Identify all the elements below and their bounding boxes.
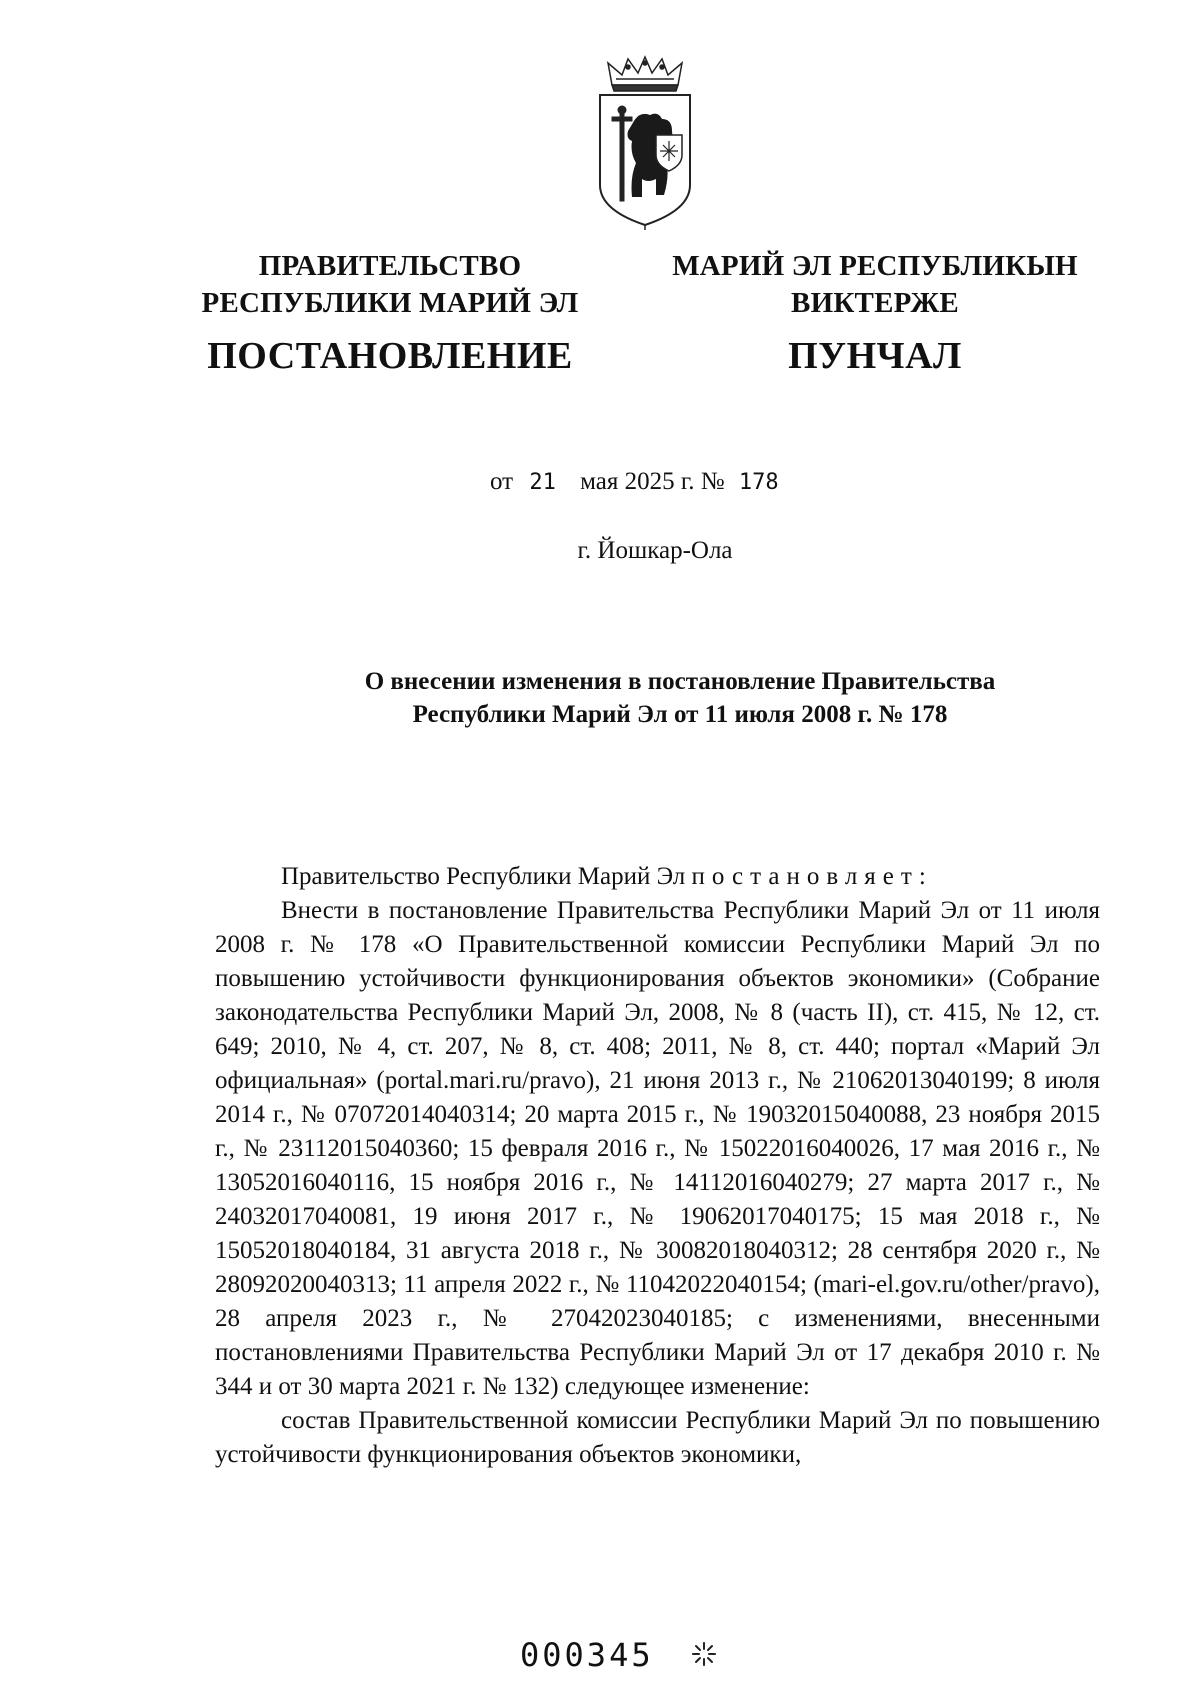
date-month-year: мая 2025 г. №: [580, 468, 725, 495]
coat-of-arms-icon: [590, 55, 700, 230]
date-prefix: от: [490, 468, 514, 495]
header-right: [655, 248, 1095, 378]
title-line1: О внесении изменения в постановление Правительства: [364, 668, 996, 695]
paragraph-2: состав Правительственной комиссии Республики Марий Эл по повышению устойчивости функционирования объектов экономики,: [215, 1407, 1100, 1468]
document-number: 178: [738, 470, 779, 495]
title-line2: Республики Марий Эл от 11 июля 2008 г. № 178: [412, 701, 948, 728]
document-body: [215, 860, 1100, 1472]
header-right-line1: МАРИЙ ЭЛ РЕСПУБЛИКЫН: [672, 250, 1078, 282]
doc-type-russian: ПОСТАНОВЛЕНИЕ: [207, 335, 573, 377]
intro-verb: постановляет:: [691, 863, 933, 890]
serial-number: 000345: [520, 1636, 654, 1674]
city: г. Йошкар-Ола: [577, 537, 733, 564]
asterisk-mark-icon: [690, 1640, 718, 1668]
paragraph-1: Внести в постановление Правительства Республики Марий Эл от 11 июля 2008 г. № 178 «О Правительственной комиссии Республики Марий Эл по повышению устойчивости функционирования объектов экономики» (Собрание законодательства Республики Марий Эл, 2008, № 8 (часть II), ст. 415, № 12, ст. 649; 2010, № 4, ст. 207, № 8, ст. 408; 2011, № 8, ст. 440; портал «Марий Эл официальная» (portal.mari.ru/pravo), 21 июня 2013 г., № 21062013040199; 8 июля 2014 г., № 07072014040314; 20 марта 2015 г., № 19032015040088, 23 ноября 2015 г., № 23112015040360; 15 февраля 2016 г., № 15022016040026, 17 мая 2016 г., № 13052016040116, 15 ноября 2016 г., № 14112016040279; 27 марта 2017 г., № 24032017040081, 19 июня 2017 г., № 19062017040175; 15 мая 2018 г., № 15052018040184, 31 августа 2018 г., № 30082018040312; 28 сентября 2020 г., № 28092020040313; 11 апреля 2022 г., № 11042022040154; (mari-el.gov.ru/other/pravo), 28 апреля 2023 г., № 27042023040185; с изменениями, внесенными постановлениями Правительства Республики Марий Эл от 17 декабря 2010 г. № 344 и от 30 марта 2021 г. № 132) следующее изменение:: [215, 897, 1100, 1400]
header-left-line1: ПРАВИТЕЛЬСТВО: [258, 250, 522, 282]
intro-text: Правительство Республики Марий Эл: [281, 863, 686, 890]
document-title: [220, 665, 1140, 731]
header-left: [190, 248, 590, 378]
doc-type-mari: ПУНЧАЛ: [788, 335, 962, 377]
intro-paragraph: [215, 860, 1100, 894]
header-left-line2: РЕСПУБЛИКИ МАРИЙ ЭЛ: [201, 287, 579, 319]
document-date: [490, 468, 779, 496]
date-day: 21: [529, 470, 556, 495]
header-right-line2: ВИКТЕРЖЕ: [791, 287, 959, 319]
